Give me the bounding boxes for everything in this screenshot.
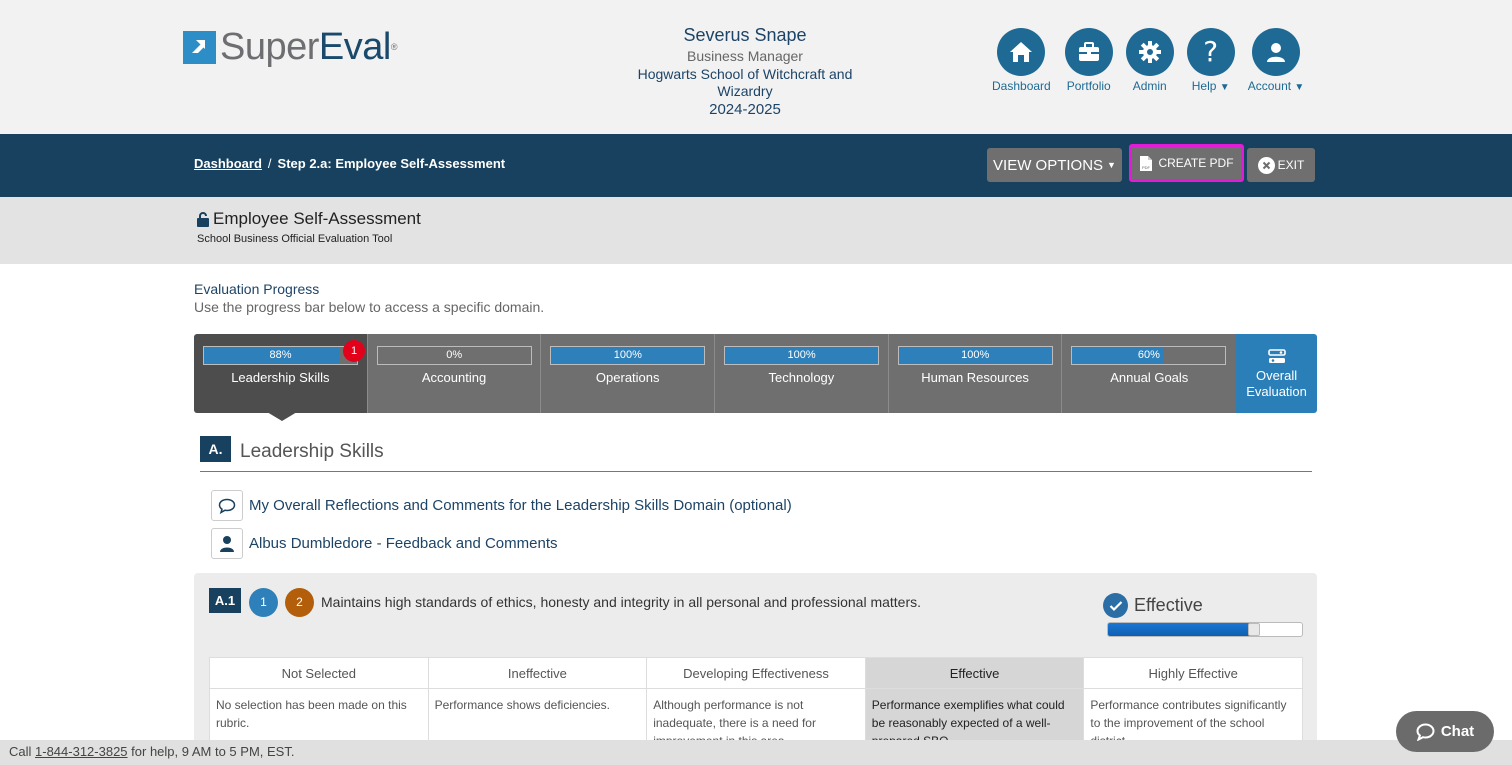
nav-portfolio[interactable]: [1065, 28, 1113, 93]
rubric-cell[interactable]: Although performance is not inadequate, there is a need for: [647, 689, 866, 765]
active-step-pointer: [267, 412, 297, 421]
check-circle-icon: [1103, 593, 1128, 618]
progress-subtitle: Use the progress bar below to access a specific domain.: [194, 299, 545, 315]
rating-status: [1103, 593, 1203, 618]
nav-admin-label: Admin: [1132, 79, 1167, 93]
title-band: [0, 197, 1512, 264]
step-progress-bar: [724, 346, 879, 365]
nav-help[interactable]: [1187, 28, 1235, 93]
chat-bubble-icon: [1416, 723, 1435, 741]
step-progress-bar: [203, 346, 358, 365]
logo-text: SuperEval®: [220, 26, 397, 68]
rubric-column-ineffective[interactable]: Ineffective: [428, 658, 647, 689]
breadcrumb-separator: /: [267, 156, 272, 171]
domain-header: [200, 435, 1312, 472]
rubric-cell[interactable]: Performance contributes significantly to the improvement of the school: [1084, 689, 1303, 765]
rubric-cell[interactable]: No selection has been made on this rubric.: [210, 689, 429, 765]
progress-step-annual-goals[interactable]: [1062, 334, 1236, 413]
nav-account-label: Account ▼: [1247, 79, 1305, 93]
step-label: Operations: [595, 370, 660, 385]
progress-step-operations[interactable]: [541, 334, 715, 413]
step-percent: 60%: [1137, 349, 1160, 361]
rubric-panel: [194, 573, 1317, 765]
indicator-circle-1[interactable]: 1: [249, 588, 278, 617]
footer-suffix: for help, 9 AM to 5 PM, EST.: [127, 744, 295, 759]
logo-mark-icon: [183, 31, 216, 64]
page-subtitle: School Business Official Evaluation Tool: [197, 233, 393, 245]
view-options-button[interactable]: [987, 148, 1122, 182]
reflection-comments-label: My Overall Reflections and Comments for the Leadership Skills Domain (optional): [249, 497, 792, 514]
progress-bar: [194, 334, 1317, 413]
rubric-cell[interactable]: Performance shows deficiencies.: [428, 689, 647, 765]
feedback-comments-link[interactable]: [211, 528, 557, 559]
caret-down-icon: ▼: [1107, 160, 1116, 170]
user-role: Business Manager: [687, 48, 803, 64]
breadcrumb-dashboard-link[interactable]: Dashboard: [194, 156, 262, 171]
briefcase-icon: [1065, 28, 1113, 76]
nav-admin[interactable]: [1126, 28, 1174, 93]
nav-dashboard-label: Dashboard: [992, 79, 1051, 93]
page-title-text: Employee Self-Assessment: [213, 209, 421, 228]
domain-badge: A.: [200, 436, 231, 462]
rating-slider[interactable]: [1107, 622, 1303, 637]
nav-help-label: Help ▼: [1191, 79, 1230, 93]
page-title: [196, 209, 421, 229]
lock-open-icon: [196, 212, 210, 227]
nav-account[interactable]: [1248, 28, 1305, 93]
view-options-label: VIEW OPTIONS: [993, 156, 1104, 174]
home-icon: [997, 28, 1045, 76]
step-label: Annual Goals: [1110, 370, 1189, 385]
nav-portfolio-label: Portfolio: [1066, 79, 1111, 93]
close-circle-icon: [1258, 157, 1275, 174]
user-icon: [211, 528, 243, 559]
indicator-circle-2[interactable]: 2: [285, 588, 314, 617]
school-name: Hogwarts School of Witchcraft and Wizardry: [637, 66, 853, 99]
create-pdf-button[interactable]: [1129, 144, 1244, 182]
create-pdf-label: CREATE PDF: [1158, 156, 1234, 170]
list-toggle-icon: [1268, 349, 1286, 364]
step-progress-bar: [377, 346, 532, 365]
rating-label: Effective: [1134, 595, 1203, 615]
progress-step-overall-evaluation[interactable]: [1236, 334, 1317, 413]
step-label: Leadership Skills: [231, 370, 330, 385]
progress-title: Evaluation Progress: [194, 281, 320, 297]
notification-badge: 1: [343, 340, 365, 362]
rubric-column-highly-effective[interactable]: Highly Effective: [1084, 658, 1303, 689]
chat-label: Chat: [1440, 723, 1475, 740]
help-phone-link[interactable]: 1-844-312-3825: [35, 744, 128, 759]
step-label: Accounting: [421, 370, 487, 385]
progress-step-accounting[interactable]: [368, 334, 542, 413]
chat-button[interactable]: [1396, 711, 1494, 752]
overall-label-line2: Evaluation: [1246, 384, 1307, 399]
pdf-file-icon: [1139, 155, 1153, 172]
breadcrumb-current: Step 2.a: Employee Self-Assessment: [277, 156, 506, 171]
top-nav: [992, 28, 1304, 93]
step-percent: 88%: [269, 349, 292, 361]
help-footer: [0, 740, 1512, 765]
progress-step-human-resources[interactable]: [889, 334, 1063, 413]
gear-icon: [1126, 28, 1174, 76]
caret-down-icon: ▼: [1219, 82, 1230, 93]
rubric-statement: Maintains high standards of ethics, honesty and integrity in all personal and professional matters.: [321, 594, 922, 610]
breadcrumb: [194, 156, 505, 171]
school-year: 2024-2025: [709, 101, 781, 118]
top-header: [0, 0, 1512, 134]
supereval-logo[interactable]: [183, 27, 397, 67]
reflection-comments-link[interactable]: [211, 490, 792, 521]
rubric-column-not-selected[interactable]: Not Selected: [210, 658, 429, 689]
nav-dashboard[interactable]: [992, 28, 1051, 93]
feedback-comments-label: Albus Dumbledore - Feedback and Comments: [249, 535, 558, 552]
step-percent: 100%: [787, 349, 816, 361]
step-percent: 0%: [446, 349, 463, 361]
rubric-column-developing[interactable]: Developing Effectiveness: [647, 658, 866, 689]
domain-title: Leadership Skills: [240, 441, 384, 462]
user-icon: [1252, 28, 1300, 76]
exit-button[interactable]: [1247, 148, 1315, 182]
rubric-cell-selected[interactable]: Performance exemplifies what could be reasonably expected of a well-: [865, 689, 1084, 765]
rubric-column-effective[interactable]: Effective: [865, 658, 1084, 689]
progress-step-technology[interactable]: [715, 334, 889, 413]
step-progress-bar: [550, 346, 705, 365]
rubric-id-badge: A.1: [209, 588, 241, 613]
comment-icon: [211, 490, 243, 521]
exit-label: EXIT: [1277, 158, 1305, 172]
question-icon: ?: [1187, 28, 1235, 76]
user-info: [614, 24, 876, 119]
footer-prefix: Call: [9, 744, 36, 759]
user-name: Severus Snape: [683, 25, 807, 45]
caret-down-icon: ▼: [1294, 82, 1305, 93]
progress-step-leadership-skills[interactable]: [194, 334, 368, 413]
step-label: Human Resources: [921, 370, 1029, 385]
overall-label-line1: Overall: [1255, 368, 1298, 383]
step-percent: 100%: [613, 349, 642, 361]
action-bar: [0, 134, 1512, 197]
rating-slider-handle[interactable]: [1248, 623, 1260, 636]
rating-slider-fill: [1108, 623, 1254, 636]
step-progress-bar: [1071, 346, 1226, 365]
rubric-header-row: [210, 658, 1303, 689]
svg-text:PDF: PDF: [1142, 164, 1151, 170]
step-label: Technology: [768, 370, 835, 385]
step-percent: 100%: [961, 349, 990, 361]
step-progress-bar: [898, 346, 1053, 365]
